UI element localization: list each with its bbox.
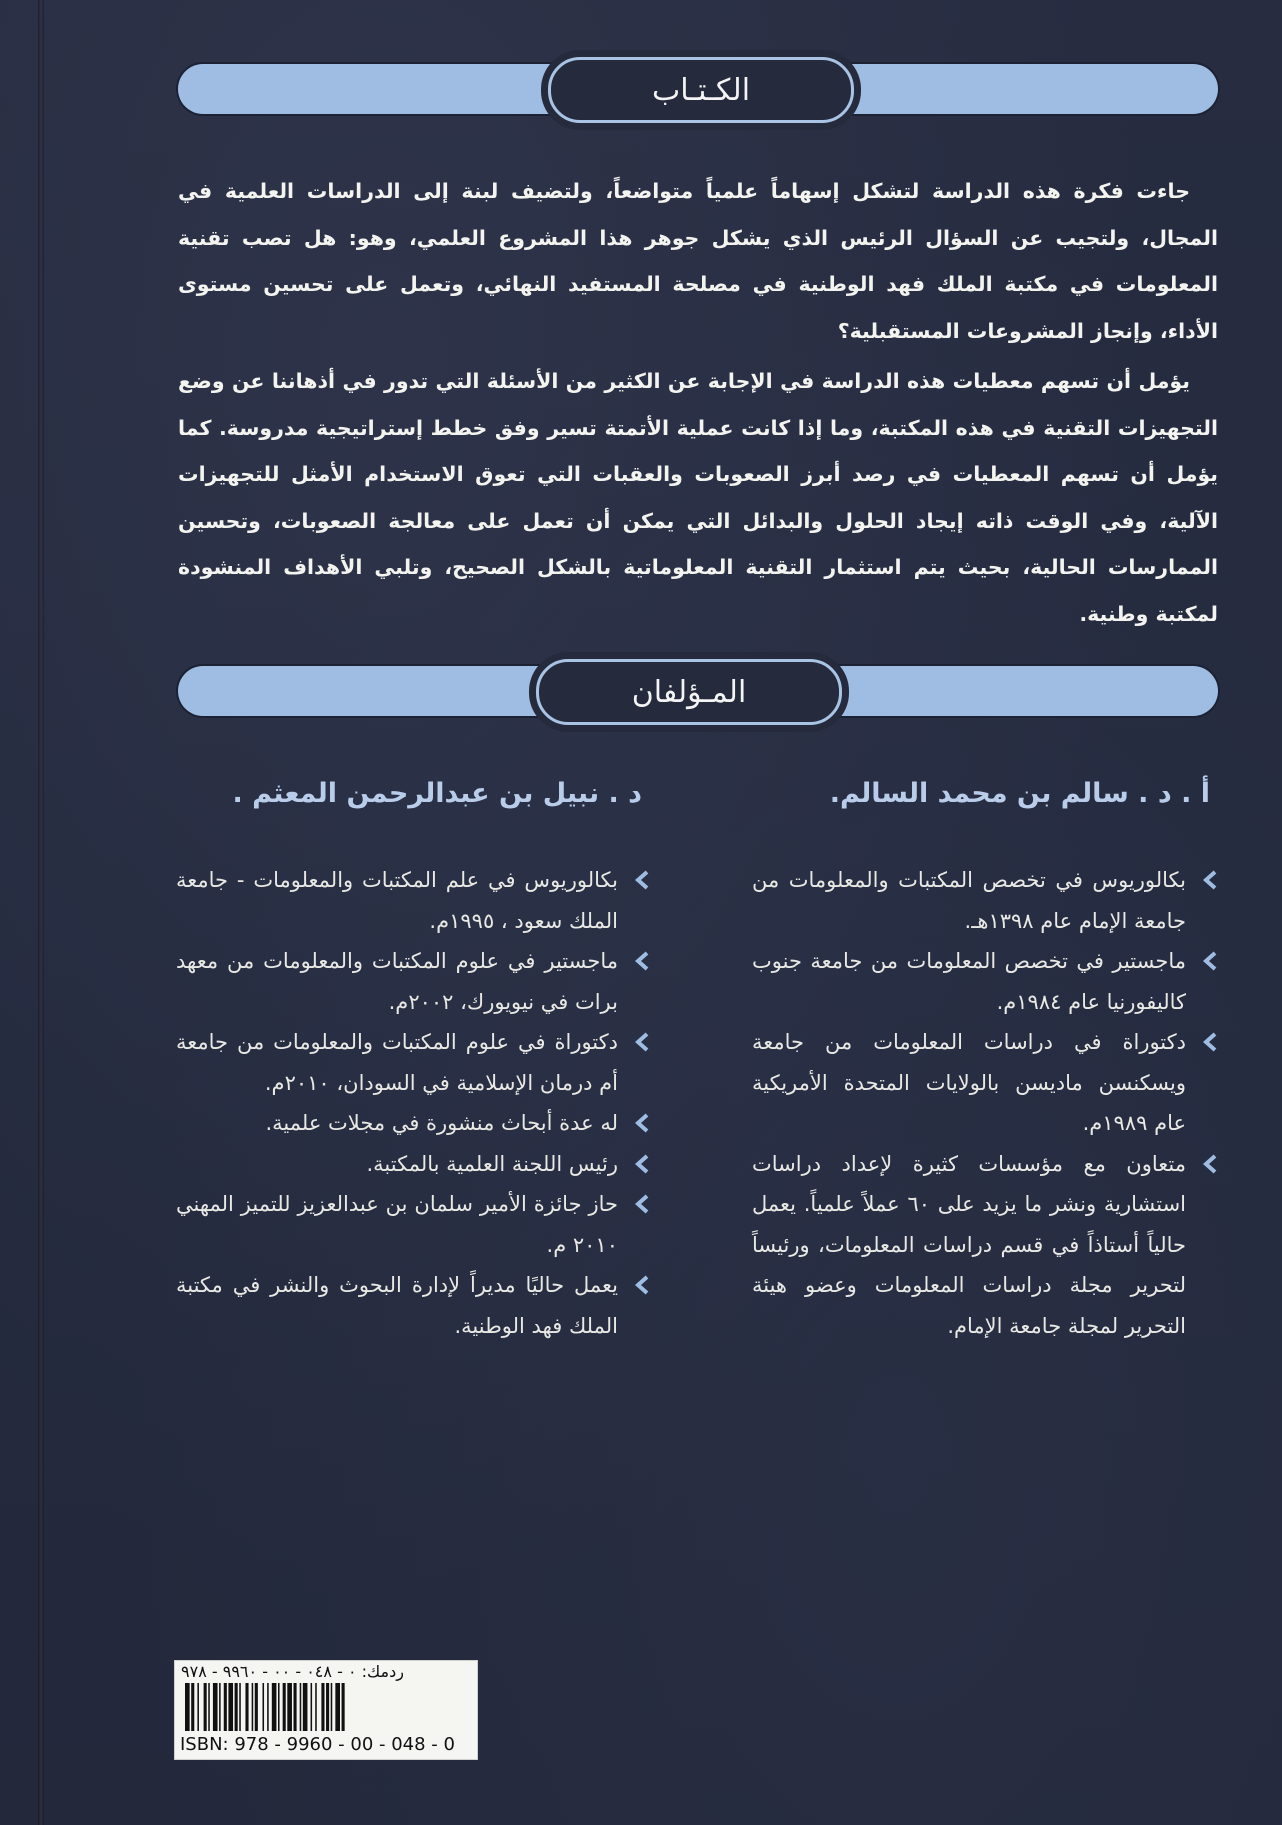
chevron-left-icon: [634, 1113, 652, 1133]
chevron-left-icon: [634, 1275, 652, 1295]
barcode-bar: [191, 1683, 194, 1731]
barcode-bar: [342, 1683, 345, 1731]
barcode-bar: [197, 1683, 199, 1731]
credential-item: بكالوريوس في علم المكتبات والمعلومات - جامعة الملك سعود ، ١٩٩٥م.: [176, 860, 654, 941]
banner-label-box: [548, 57, 854, 123]
credential-item: ماجستير في علوم المكتبات والمعلومات من معهد برات في نيويورك، ٢٠٠٢م.: [176, 941, 654, 1022]
barcode-bar: [208, 1683, 210, 1731]
barcode-bar: [272, 1683, 277, 1731]
credential-item: دكتوراة في دراسات المعلومات من جامعة ويسكنسن ماديسن بالولايات المتحدة الأمريكية عام ١٩٨٩م.: [752, 1022, 1222, 1144]
credential-item: حاز جائزة الأمير سلمان بن عبدالعزيز للتميز المهني ٢٠١٠ م.: [176, 1184, 654, 1265]
barcode-bar: [239, 1683, 241, 1731]
chevron-left-icon: [634, 1154, 652, 1174]
barcode-bar: [263, 1683, 265, 1731]
book-paragraph-1: جاءت فكرة هذه الدراسة لتشكل إسهاماً علمياً متواضعاً، ولتضيف لبنة إلى الدراسات العلمية في المجال، ولتجيب عن السؤال الرئيس الذي يشكل جوهر هذا المشروع العلمي، وهو: هل تصب تقنية المعلومات في مكتبة الملك فهد الوطنية في مصلحة المستفيد النهائي، وتعمل على تحسين مستوى الأداء، وإنجاز المشروعات المستقبلية؟: [178, 179, 1218, 343]
barcode-bar: [294, 1683, 297, 1731]
chevron-left-icon: [1202, 1032, 1220, 1052]
barcode-bar: [278, 1683, 280, 1731]
barcode-bar: [245, 1683, 248, 1731]
author-2-name: د . نبيل بن عبدالرحمن المعثم .: [232, 778, 642, 809]
barcode-bar: [331, 1683, 333, 1731]
book-paragraph-2: يؤمل أن تسهم معطيات هذه الدراسة في الإجابة عن الكثير من الأسئلة التي تدور في أذهاننا عن وضع التجهيزات التقنية في هذه المكتبة، وما إذا كانت عملية الأتمتة تسير وفق خطط إستراتيجية مدروسة. كما يؤمل أن تسهم المعطيات في رصد أبرز الصعوبات والعقبات التي تعوق الاستخدام الأمثل للتجهيزات الآلية، وفي الوقت ذاته إيجاد الحلول والبدائل التي يمكن أن تعمل على معالجة الصعوبات، وتحسين الممارسات الحالية، بحيث يتم استثمار التقنية المعلوماتية بالشكل الصحيح، وتلبي الأهداف المنشودة لمكتبة وطنية.: [178, 369, 1218, 626]
credential-item: رئيس اللجنة العلمية بالمكتبة.: [176, 1144, 654, 1185]
barcode-bar: [283, 1683, 286, 1731]
barcode-bar: [185, 1683, 190, 1731]
authors-section-heading: المـؤلفان: [631, 674, 747, 710]
barcode-bar: [219, 1683, 221, 1731]
book-section-heading: الكـتـاب: [651, 72, 751, 108]
barcode-bar: [303, 1683, 308, 1731]
credential-item: بكالوريوس في تخصص المكتبات والمعلومات من جامعة الإمام عام ١٣٩٨هـ.: [752, 860, 1222, 941]
barcode-bar: [326, 1683, 329, 1731]
credential-item: متعاون مع مؤسسات كثيرة لإعداد دراسات استشارية ونشر ما يزيد على ٦٠ عملاً علمياً. يعمل حالياً أستاذاً في قسم دراسات المعلومات، ورئيساً لتحرير مجلة دراسات المعلومات وعضو هيئة التحرير لمجلة جامعة الإمام.: [752, 1144, 1222, 1347]
book-section-banner: [178, 64, 1218, 114]
chevron-left-icon: [1202, 1154, 1220, 1174]
barcode-bar: [235, 1683, 238, 1731]
chevron-left-icon: [634, 1032, 652, 1052]
barcode-bar: [287, 1683, 292, 1731]
chevron-left-icon: [1202, 870, 1220, 890]
credential-item: دكتوراة في علوم المكتبات والمعلومات من جامعة أم درمان الإسلامية في السودان، ٢٠١٠م.: [176, 1022, 654, 1103]
barcode-isbn-label: ISBN: 978 - 9960 - 00 - 048 - 0: [180, 1734, 455, 1755]
barcode-bar: [228, 1683, 233, 1731]
chevron-left-icon: [634, 1194, 652, 1214]
barcode-bar: [311, 1683, 313, 1731]
barcode-bar: [213, 1683, 218, 1731]
author-1-name: أ . د . سالم بن محمد السالم.: [829, 778, 1210, 809]
barcode-bar: [321, 1683, 324, 1731]
isbn-barcode: [174, 1660, 478, 1760]
barcode-bar: [204, 1683, 207, 1731]
barcode-bar: [267, 1683, 269, 1731]
authors-section-banner: [178, 666, 1218, 716]
barcode-bar: [255, 1683, 258, 1731]
credential-item: يعمل حاليًا مديراً لإدارة البحوث والنشر في مكتبة الملك فهد الوطنية.: [176, 1265, 654, 1346]
credential-item: ماجستير في تخصص المعلومات من جامعة جنوب كاليفورنيا عام ١٩٨٤م.: [752, 941, 1222, 1022]
barcode-bar: [335, 1683, 340, 1731]
chevron-left-icon: [634, 951, 652, 971]
barcode-bar: [315, 1683, 317, 1731]
banner-label-box: [536, 659, 842, 725]
barcode-bars: [185, 1683, 467, 1731]
book-spine-edge: [38, 0, 44, 1825]
chevron-left-icon: [634, 870, 652, 890]
author-2-credentials: [176, 860, 654, 1346]
barcode-bar: [300, 1683, 302, 1731]
barcode-arabic-label: ردمك: ٠ - ٠٤٨ - ٠٠ - ٩٩٦٠ - ٩٧٨: [181, 1662, 404, 1681]
author-1-credentials: [752, 860, 1222, 1346]
barcode-bar: [224, 1683, 227, 1731]
barcode-bar: [252, 1683, 254, 1731]
chevron-left-icon: [1202, 951, 1220, 971]
credential-item: له عدة أبحاث منشورة في مجلات علمية.: [176, 1103, 654, 1144]
